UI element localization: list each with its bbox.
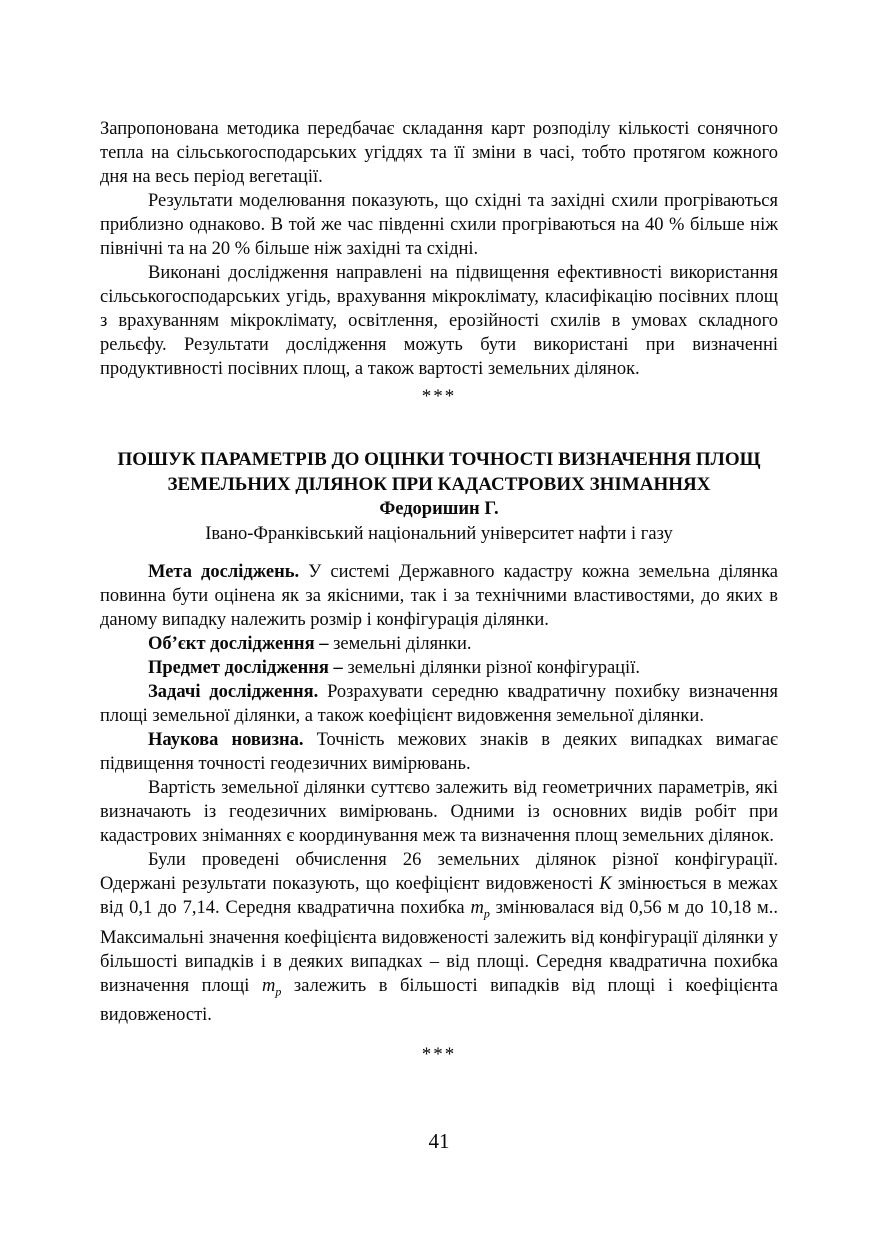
- paragraph-continuation-2: [100, 189, 778, 261]
- abstract-body: [100, 560, 778, 1027]
- text-run: У системі Державного кадастру кожна земельна ділянка повинна бути оцінена як за якісними, так і за технічними властивостями, до яких в даному випадку належить розмір і конфігурація ділянки.: [100, 562, 779, 630]
- paragraph-continuation-3: [100, 261, 778, 381]
- article-affiliation: Івано-Франківський національний університет нафти і газу: [205, 524, 673, 544]
- text-run: m: [261, 975, 276, 996]
- paragraph-subject: [100, 656, 778, 680]
- text-run: змінювалася від 0,56 м до 10,18 м.. Максимальні значення коефіцієнта видовженості залежить від конфігурації ділянки у більшості випадків і в деяких випадках – від площі. Середня квадратична похибка визначення площі: [100, 898, 778, 996]
- text-run: земельні ділянки.: [333, 634, 472, 654]
- section-separator-top: ***: [421, 386, 457, 407]
- paragraph-object: [100, 632, 778, 656]
- paragraph-novelty: [100, 728, 778, 776]
- text-run: Результати моделювання показують, що східні та західні схили прогріваються приблизно однаково. В той же час південні схили прогріваються на 40 % більше ніж північні та на 20 % більше ніж західні та східні.: [100, 191, 778, 259]
- text-run: К: [599, 874, 612, 894]
- section-separator-bottom: ***: [421, 1044, 457, 1066]
- text-run: Задачі дослідження.: [148, 682, 328, 702]
- text-run: Були проведені обчислення 26 земельних ділянок різної конфігурації. Одержані результати показують, що коефіцієнт видовженості: [100, 850, 778, 894]
- text-run: Вартість земельної ділянки суттєво залежить від геометричних параметрів, які визначають із геодезичних вимірювань. Одними із основних видів робіт при кадастрових зніманнях є координування меж та визначення площ земельних ділянок.: [100, 778, 778, 846]
- article-title: ПОШУК ПАРАМЕТРІВ ДО ОЦІНКИ ТОЧНОСТІ ВИЗНАЧЕННЯ ПЛОЩ ЗЕМЕЛЬНИХ ДІЛЯНОК ПРИ КАДАСТРОВИХ ЗНІМАННЯХ: [117, 449, 761, 495]
- text-run: Предмет дослідження –: [148, 658, 348, 678]
- page-number: 41: [428, 1129, 450, 1154]
- paragraph-tasks: [100, 680, 778, 728]
- text-run: Мета досліджень.: [148, 562, 309, 582]
- paragraph-body-1: [100, 776, 778, 848]
- text-run: Розрахувати середню квадратичну похибку визначення площі земельної ділянки, а також коефіцієнт видовження земельної ділянки.: [100, 682, 778, 726]
- text-run: Наукова новизна.: [148, 730, 317, 750]
- text-run: Запропонована методика передбачає складання карт розподілу кількості сонячного тепла на сільськогосподарських угіддях та її зміни в часі, тобто протягом кожного дня на весь період вегетації.: [100, 119, 778, 187]
- text-run: p: [483, 906, 490, 921]
- text-run: Точність межових знаків в деяких випадках вимагає підвищення точності геодезичних вимірювань.: [100, 730, 778, 774]
- paragraph-results: [100, 848, 778, 1027]
- text-run: Об’єкт дослідження –: [148, 634, 334, 654]
- text-run: m: [470, 898, 484, 918]
- text-run: земельні ділянки різної конфігурації.: [347, 658, 640, 678]
- text-run: Виконані дослідження направлені на підвищення ефективності використання сільськогосподарських угідь, врахування мікроклімату, класифікацію посівних площ з врахуванням мікроклімату, освітлення, ерозійності схилів в умовах складного рельєфу. Результати дослідження можуть бути використані при визначенні продуктивності посівних площ, а також вартості земельних ділянок.: [100, 263, 778, 379]
- paragraph-goal: [100, 560, 778, 632]
- text-run: залежить в більшості випадків від площі і коефіцієнта видовженості.: [100, 975, 778, 1026]
- text-run: змінюється в межах від 0,1 до 7,14. Середня квадратична похибка: [100, 874, 778, 918]
- paragraph-continuation-1: [100, 117, 778, 189]
- article-author: Федоришин Г.: [379, 499, 499, 519]
- text-run: p: [275, 984, 282, 999]
